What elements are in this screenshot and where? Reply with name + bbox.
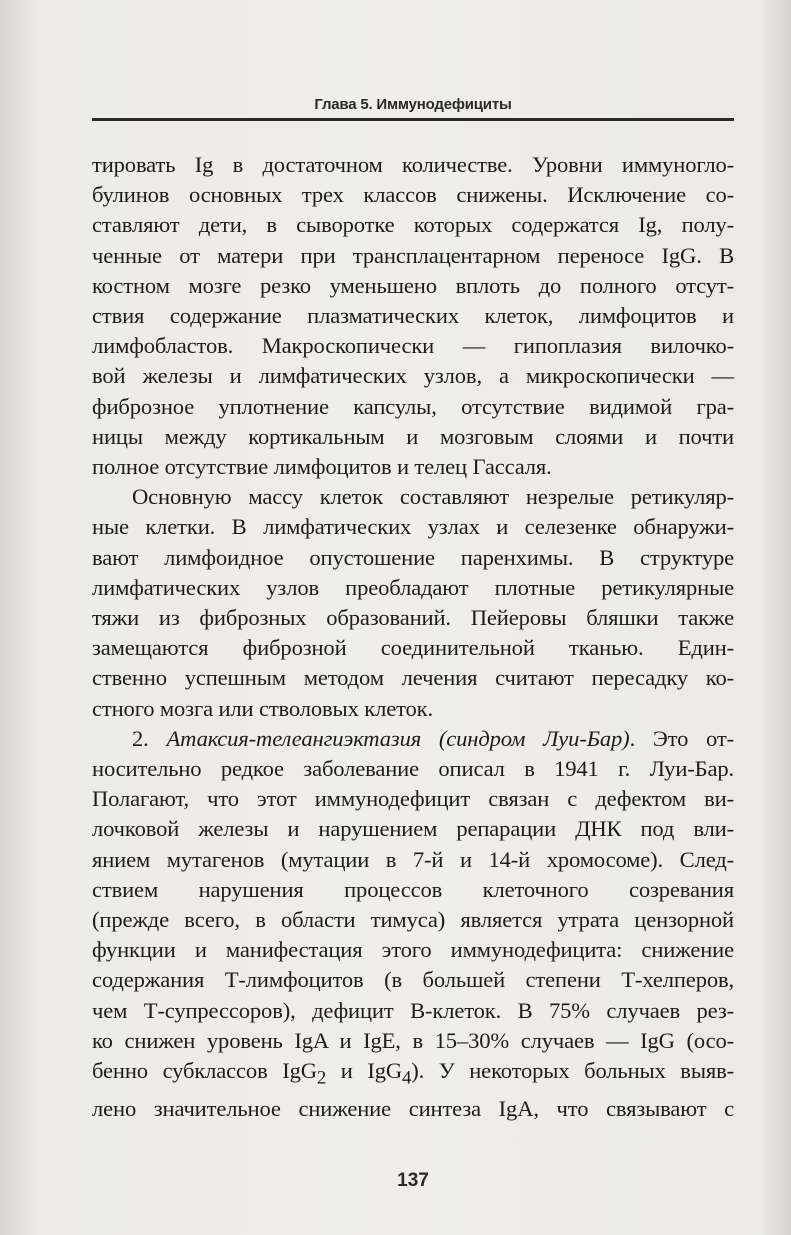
text-line: тировать Ig в достаточном количестве. Уровни иммуногло- xyxy=(92,152,734,177)
line-part: ). У некоторых больных выяв- xyxy=(411,1058,734,1084)
text-line: костном мозге резко уменьшено вплоть до полного отсут- xyxy=(92,272,734,298)
text-line xyxy=(92,724,734,754)
text-line: ко снижен уровень IgA и IgE, в 15–30% случаев — IgG (осо- xyxy=(92,1027,734,1053)
text-line: чем Т-супрессоров), дефицит В-клеток. В 75% случаев рез- xyxy=(92,997,734,1023)
text-line: фиброзное уплотнение капсулы, отсутствие видимой гра- xyxy=(92,393,734,419)
line-part: и IgG xyxy=(326,1058,403,1084)
text-line: (прежде всего, в области тимуса) является утрата цензорной xyxy=(92,907,734,933)
text-line: ственно успешным методом лечения считают пересадку ко- xyxy=(92,665,734,691)
page-number: 137 xyxy=(397,1170,429,1191)
text-line: Основную массу клеток составляют незрелые ретикуляр- xyxy=(132,484,734,510)
text-line: тяжи из фиброзных образований. Пейеровы бляшки также xyxy=(92,605,734,631)
line-tail: . Это от- xyxy=(629,725,734,751)
text-line: ченные от матери при трансплацентарном переносе IgG. В xyxy=(92,242,734,268)
text-line: ные клетки. В лимфатических узлах и селезенке обнаружи- xyxy=(92,514,734,540)
line-part: бенно субклассов IgG xyxy=(92,1058,317,1084)
text-line: лено значительное снижение синтеза IgA, что связывают с xyxy=(92,1095,734,1121)
list-number: 2. xyxy=(132,725,149,751)
text-line: лимфатических узлов преобладают плотные ретикулярные xyxy=(92,574,734,600)
text-line: янием мутагенов (мутации в 7-й и 14-й хромосоме). След- xyxy=(92,846,734,872)
text-line: носительно редкое заболевание описал в 1941 г. Луи-Бар. xyxy=(92,756,734,782)
text-line: булинов основных трех классов снижены. Исключение со- xyxy=(92,182,734,208)
text-line: ствия содержание плазматических клеток, лимфоцитов и xyxy=(92,303,734,329)
text-line: полное отсутствие лимфоцитов и телец Гассаля. xyxy=(92,454,552,480)
text-line: Полагают, что этот иммунодефицит связан с дефектом ви- xyxy=(92,786,734,812)
text-line: лочковой железы и нарушением репарации ДНК под вли- xyxy=(92,816,734,842)
text-line: вают лимфоидное опустошение паренхимы. В структуре xyxy=(92,544,734,570)
subscript: 4 xyxy=(402,1067,412,1089)
disease-title: Атаксия-телеангиэктазия (синдром Луи-Бар) xyxy=(166,725,630,751)
text-line: стного мозга или стволовых клеток. xyxy=(92,695,433,721)
text-line: замещаются фиброзной соединительной тканью. Един- xyxy=(92,635,734,661)
header-rule xyxy=(92,118,734,121)
text-line: ствием нарушения процессов клеточного созревания xyxy=(92,876,734,902)
text-line: ницы между кортикальным и мозговым слоями и почти xyxy=(92,423,734,449)
text-line: функции и манифестация этого иммунодефицита: снижение xyxy=(92,937,734,963)
text-line: содержания Т-лимфоцитов (в большей степени Т-хелперов, xyxy=(92,967,734,993)
text-line xyxy=(92,1056,734,1094)
body-text xyxy=(92,150,734,1124)
subscript: 2 xyxy=(316,1067,327,1089)
running-head: Глава 5. Иммунодефициты xyxy=(314,96,512,113)
text-line: лимфобластов. Макроскопически — гипоплазия вилочко- xyxy=(92,333,734,359)
text-line: ставляют дети, в сыворотке которых содержатся Ig, полу- xyxy=(92,212,734,238)
text-line: вой железы и лимфатических узлов, а микроскопически — xyxy=(92,363,734,389)
